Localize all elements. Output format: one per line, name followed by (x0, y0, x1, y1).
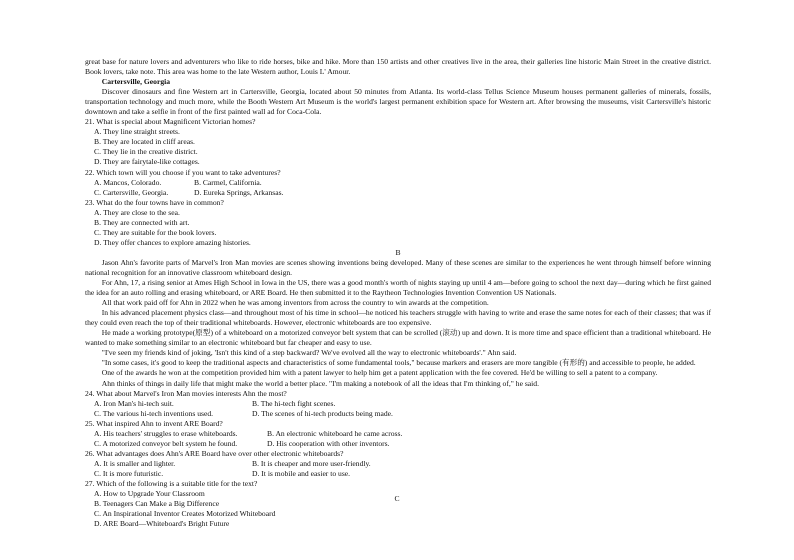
q24-option-b: B. The hi-tech fight scenes. (252, 398, 336, 408)
q24-option-c: C. The various hi-tech inventions used. (94, 408, 214, 418)
q23-option-a: A. They are close to the sea. (94, 207, 180, 217)
q23-stem: 23. What do the four towns have in common? (85, 197, 224, 207)
passage-b-para-1: Jason Ahn's favorite parts of Marvel's Iron Man movies are scenes showing inventions being developed. Many of these scenes are similar to the experiences he went through himself before winning national recognition for an innovative classroom whiteboard design. (85, 257, 711, 277)
section-c-label: C (394, 494, 400, 503)
section-b-label: B (395, 247, 401, 257)
q25-option-a: A. His teachers' struggles to erase whiteboards. (94, 428, 238, 438)
q23-option-c: C. They are suitable for the book lovers. (94, 227, 217, 237)
passage-b-para-6: "I've seen my friends kind of joking, 'Isn't this kind of a step backward? We've evolved all the way to electronic whiteboards'." Ahn said. (101, 348, 517, 358)
q22-options-row-2 (85, 188, 711, 198)
q22-option-b: B. Carmel, California. (194, 177, 262, 187)
q22-option-c: C. Cartersville, Georgia. (94, 187, 169, 197)
q27-option-c: C. An Inspirational Inventor Creates Motorized Whiteboard (94, 509, 276, 519)
passage-b-para-9: Ahn thinks of things in daily life that might make the world a better place. "I'm making a notebook of all the ideas that I'm thinking of," he said. (101, 378, 539, 388)
q26-options-row-1 (85, 459, 711, 469)
q22-stem: 22. Which town will you choose if you want to take adventures? (85, 167, 281, 177)
town-heading: Cartersville, Georgia (101, 77, 171, 87)
passage-a-para-1: great base for nature lovers and adventurers who like to ride horses, bike and hike. More than 150 artists and other creatives live in the area, their galleries line historic Main Street in the creative district. Book lovers, take note. This area was home to the late Western author, Louis L' Amour. (85, 57, 711, 77)
q24-stem: 24. What about Marvel's Iron Man movies interests Ahn the most? (85, 388, 287, 398)
q21-stem: 21. What is special about Magnificent Victorian homes? (85, 117, 256, 127)
q26-options-row-2 (85, 469, 711, 479)
q26-option-c: C. It is more futuristic. (94, 468, 164, 478)
q22-option-a: A. Mancos, Colorado. (94, 177, 162, 187)
q22-options-row-1 (85, 178, 711, 188)
q27-option-a: A. How to Upgrade Your Classroom (94, 489, 205, 499)
q26-option-b: B. It is cheaper and more user-friendly. (252, 458, 371, 468)
q25-stem: 25. What inspired Ahn to invent ARE Board? (85, 418, 223, 428)
q26-stem: 26. What advantages does Ahn's ARE Board have over other electronic whiteboards? (85, 448, 344, 458)
q27-stem: 27. Which of the following is a suitable title for the text? (85, 478, 258, 488)
q24-options-row-2 (85, 409, 711, 419)
q24-options-row-1 (85, 399, 711, 409)
page-text (85, 57, 711, 529)
q25-option-d: D. His cooperation with other inventors. (267, 438, 390, 448)
q21-option-d: D. They are fairytale-like cottages. (94, 157, 200, 167)
q25-options-row-2 (85, 439, 711, 449)
q26-option-a: A. It is smaller and lighter. (94, 458, 176, 468)
q25-options-row-1 (85, 429, 711, 439)
q23-option-b: B. They are connected with art. (94, 217, 190, 227)
q27-option-d: D. ARE Board—Whiteboard's Bright Future (94, 519, 230, 529)
q25-option-b: B. An electronic whiteboard he came across. (267, 428, 403, 438)
q24-option-d: D. The scenes of hi-tech products being made. (252, 408, 393, 418)
q22-option-d: D. Eureka Springs, Arkansas. (194, 187, 284, 197)
q23-option-d: D. They offer chances to explore amazing histories. (94, 237, 251, 247)
passage-b-para-3: All that work paid off for Ahn in 2022 when he was among inventors from across the country to win awards at the competition. (101, 298, 489, 308)
passage-b-para-5: He made a working prototype(原型) of a whiteboard on a motorized conveyor belt system that can be scrolled (滚动) up and down. It is more time and space efficient than a traditional whiteboard. He wanted to make something similar to an electronic whiteboard but far cheaper and easy to use. (85, 328, 711, 348)
q21-option-b: B. They are located in cliff areas. (94, 137, 195, 147)
q26-option-d: D. It is mobile and easier to use. (252, 468, 351, 478)
q21-option-a: A. They line straight streets. (94, 127, 180, 137)
q27-option-b: B. Teenagers Can Make a Big Difference (94, 499, 220, 509)
passage-b-para-4: In his advanced placement physics class—and throughout most of his time in school—he noticed his teachers struggle with having to write and erase the same notes for each of their classes; that was if they could even reach the top of their traditional whiteboards. However, electronic whiteboards are too expensive. (85, 308, 711, 328)
passage-b-para-2: For Ahn, 17, a rising senior at Ames High School in Iowa in the US, there was a good month's worth of nights staying up until 4 am—before going to school the next day—during which he first gained the idea for an auto rolling and erasing whiteboard, or ARE Board. He then submitted it to the Raytheon Technologies Invention Convention US Nationals. (85, 278, 711, 298)
passage-b-para-8: One of the awards he won at the competition provided him with a patent lawyer to help him get a patent application with the fee covered. He'd be willing to sell a patent to a company. (101, 368, 658, 378)
q21-option-c: C. They lie in the creative district. (94, 147, 198, 157)
q24-option-a: A. Iron Man's hi-tech suit. (94, 398, 174, 408)
passage-b-para-7: "In some cases, it's good to keep the traditional aspects and characteristics of some fundamental tools," because markers and erasers are more tangible (有形的) and accessible to people, he added. (101, 358, 696, 368)
passage-a-para-2: Discover dinosaurs and fine Western art in Cartersville, Georgia, located about 50 minutes from Atlanta. Its world-class Tellus Science Museum houses permanent galleries of minerals, fossils, transportation technology and much more, while the Booth Western Art Museum is the world's largest permanent exhibition space for Western art. After browsing the museums, visit Cartersville's historic downtown and take a selfie in front of the first painted wall ad for Coca-Cola. (85, 87, 711, 117)
q25-option-c: C. A motorized conveyor belt system he found. (94, 438, 238, 448)
